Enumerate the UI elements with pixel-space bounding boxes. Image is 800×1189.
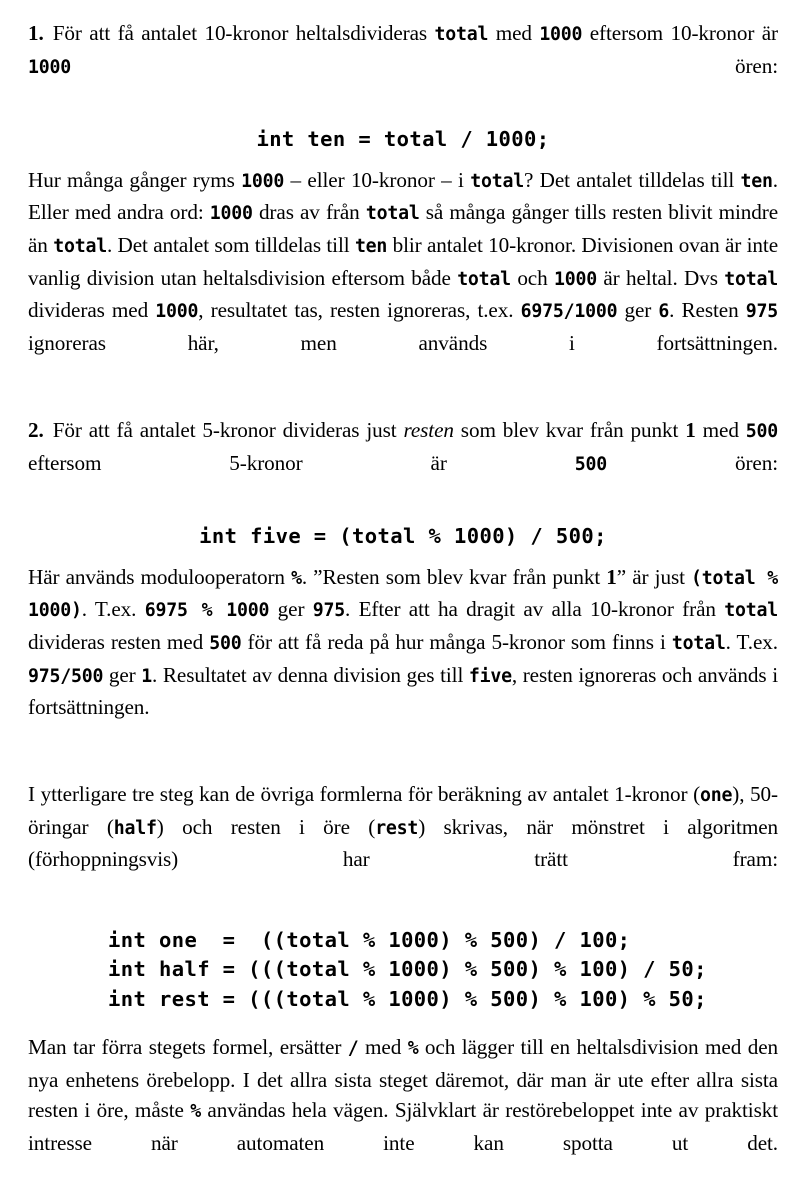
para3-c: med: [695, 417, 746, 442]
para4-code-expr-b: 6975 % 1000: [144, 600, 270, 622]
spacer-2: [28, 151, 778, 165]
para2-j: är heltal. Dvs: [596, 265, 725, 290]
para6-c: och lägger till en heltalsdivision med den nya enhetens örebelopp. I det allra sista steget däremot, där man är ute efter allra sista resten i öre, måste: [28, 1035, 778, 1123]
para4-code-975a: 975: [312, 600, 346, 622]
para3-italic-resten: resten: [403, 417, 454, 442]
code-line-rest: int rest = (((total % 1000) % 500) % 100) % 50;: [108, 986, 707, 1011]
para2-o: ignoreras här, men används i fortsättningen.: [28, 330, 778, 355]
paragraph-explanation-4: [28, 1032, 778, 1189]
para4-l: , resten ignoreras och används i fortsättningen.: [28, 662, 778, 720]
para6-d: användas hela vägen. Självklart är restörebeloppet inte av praktiskt intresse när automaten inte kan spotta ut det.: [28, 1098, 779, 1155]
para4-d: . T.ex.: [81, 597, 145, 622]
para1-code-1000b: 1000: [28, 56, 71, 78]
spacer-4: [28, 511, 778, 524]
para5-a: I ytterligare tre steg kan de övriga formlerna för beräkning av antalet 1-kronor (: [28, 782, 701, 807]
para4-code-500: 500: [209, 632, 242, 654]
para4-i: . T.ex.: [725, 629, 778, 654]
para2-code-1000c: 1000: [553, 268, 597, 290]
para2-g: . Det antalet som tilldelas till: [106, 232, 355, 257]
para1-code-total: total: [434, 24, 489, 45]
para1-text-d: ören:: [71, 53, 778, 78]
paragraph-explanation-2: [28, 562, 778, 754]
para2-h: blir antalet 10-kronor. Divisionen ovan är inte vanlig division utan heltalsdivision eftersom både: [28, 232, 779, 290]
para1-text-c: eftersom 10-kronor är: [582, 21, 779, 45]
para2-code-1000d: 1000: [155, 301, 199, 323]
para2-code-expr: 6975/1000: [520, 301, 618, 323]
paragraph-explanation-3: [28, 779, 778, 905]
para3-code-500a: 500: [745, 420, 778, 442]
code-line-ten: int ten = total / 1000;: [256, 126, 550, 151]
spacer-5: [28, 548, 778, 562]
para3-b: som blev kvar från punkt: [453, 417, 686, 442]
para4-h: för att få reda på hur många 5-kronor som finns i: [241, 629, 672, 654]
para5-d: ) skrivas, när mönstret i algoritmen (förhoppningsvis) har trätt fram:: [28, 814, 779, 872]
para2-d: . Eller med andra ord:: [28, 167, 778, 225]
para3-d: eftersom 5-kronor är: [28, 450, 575, 475]
para4-code-total-a: total: [724, 600, 778, 622]
para3-a: För att få antalet 5-kronor divideras just: [52, 417, 404, 442]
para4-g: divideras resten med: [28, 629, 210, 654]
para4-a: Här används modulooperatorn: [28, 564, 292, 589]
code-block-formulas: [28, 926, 778, 1015]
para6-code-modulo-b: %: [190, 1101, 202, 1123]
para4-k: . Resultatet av denna division ges till: [152, 662, 469, 687]
para2-code-six: 6: [658, 301, 670, 323]
spacer-8: [28, 1014, 778, 1032]
para5-code-half: half: [113, 817, 157, 839]
para2-code-975: 975: [745, 301, 778, 323]
list-number-1: 1.: [28, 21, 44, 45]
para5-b: ), 50-öringar (: [28, 782, 778, 839]
para3-code-500b: 500: [574, 453, 608, 475]
para2-b: – eller 10-kronor – i: [284, 167, 471, 192]
para4-code-five: five: [468, 665, 512, 687]
para4-code-one: 1: [141, 665, 153, 687]
para4-code-modulo: %: [291, 567, 302, 589]
code-line-half: int half = (((total % 1000) % 500) % 100) / 50;: [108, 957, 707, 982]
para2-code-1000b: 1000: [209, 203, 253, 225]
paragraph-explanation-1: [28, 165, 778, 389]
para4-j: ger: [103, 662, 142, 687]
para6-code-modulo-a: %: [407, 1038, 419, 1060]
para2-code-ten-b: ten: [354, 235, 388, 257]
spacer-1: [28, 114, 778, 127]
para2-m: ger: [617, 298, 659, 323]
para4-f: . Efter att ha dragit av alla 10-kronor från: [345, 597, 725, 622]
spacer-7: [28, 906, 778, 926]
para2-code-total-b: total: [365, 203, 420, 225]
paragraph-item-1: [28, 18, 778, 114]
para2-a: Hur många gånger ryms: [28, 167, 242, 192]
spacer-3: [28, 389, 778, 415]
para2-code-ten-a: ten: [740, 170, 773, 192]
para6-code-divide: /: [347, 1038, 359, 1060]
para4-bold-one: 1: [606, 564, 617, 589]
para2-i: och: [510, 265, 554, 290]
para4-code-expr-a: (total % 1000): [28, 567, 779, 622]
list-number-2: 2.: [28, 417, 44, 442]
para4-code-expr-c: 975/500: [28, 665, 104, 687]
code-line-five: int five = (total % 1000) / 500;: [199, 523, 607, 548]
para1-text-a: För att få antalet 10-kronor heltalsdivideras: [52, 21, 435, 45]
para2-f: så många gånger tills resten blivit mindre än: [28, 200, 778, 257]
code-line-one: int one = ((total % 1000) % 500) / 100;: [108, 927, 631, 952]
spacer-6: [28, 753, 778, 779]
para4-e: ger: [269, 597, 313, 622]
para2-l: , resultatet tas, resten ignoreras, t.ex.: [198, 298, 521, 323]
para5-c: ) och resten i öre (: [156, 814, 376, 839]
para3-bold-one: 1: [685, 417, 696, 442]
para1-code-1000a: 1000: [539, 24, 583, 45]
para6-b: med: [358, 1035, 408, 1060]
para2-code-total-e: total: [724, 268, 778, 290]
para2-code-total-c: total: [53, 235, 107, 257]
para2-n: . Resten: [669, 298, 746, 323]
para5-code-one: one: [700, 785, 733, 807]
para5-code-rest: rest: [375, 817, 419, 839]
para2-code-total-d: total: [457, 268, 511, 290]
para1-text-b: med: [488, 21, 540, 45]
para2-k: divideras med: [28, 298, 156, 323]
para4-code-total-b: total: [671, 632, 726, 654]
para4-b: . ”Resten som blev kvar från punkt: [301, 564, 607, 589]
para4-c: ” är just: [616, 564, 692, 589]
paragraph-item-2: [28, 415, 778, 511]
para2-code-1000a: 1000: [241, 170, 285, 192]
para3-e: ören:: [607, 450, 778, 475]
para2-e: dras av från: [252, 200, 366, 225]
para2-c: ? Det antalet tilldelas till: [523, 167, 741, 192]
para2-code-total-a: total: [470, 170, 524, 192]
para6-a: Man tar förra stegets formel, ersätter: [28, 1035, 348, 1060]
